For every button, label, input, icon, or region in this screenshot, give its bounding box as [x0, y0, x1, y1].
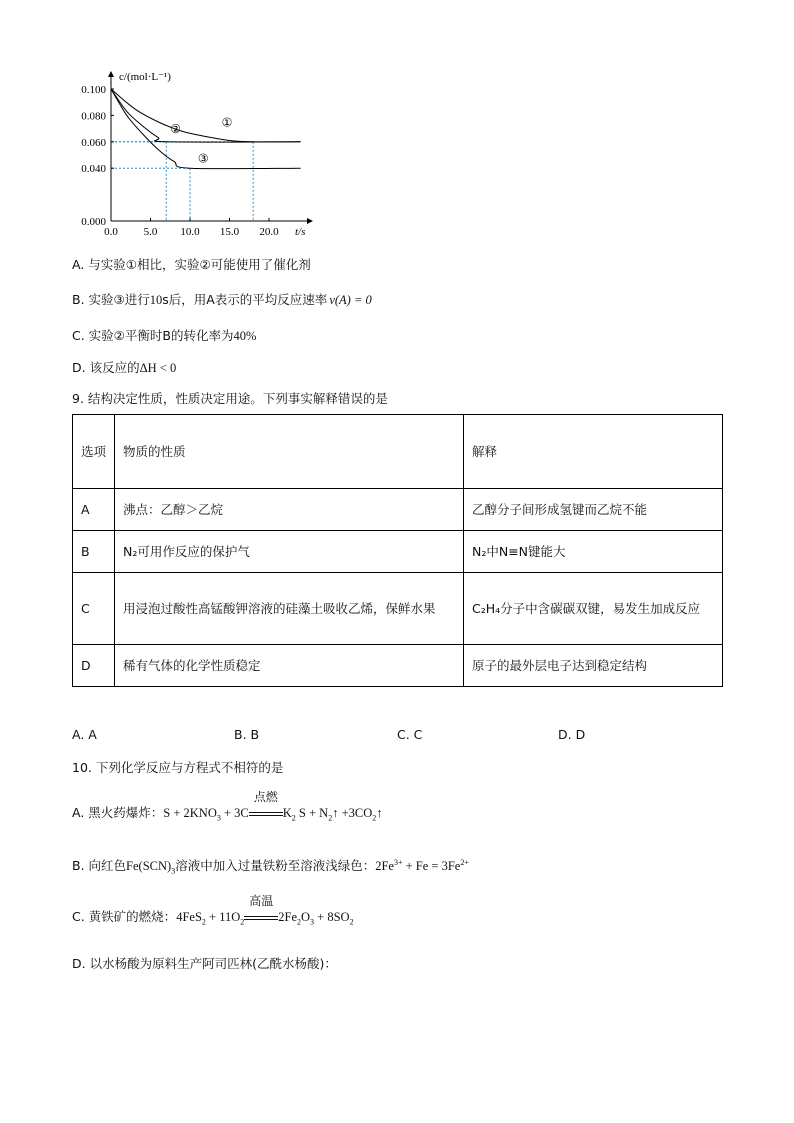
- q8-option-d-prefix: D. 该反应的: [72, 360, 140, 375]
- q9-answer-a[interactable]: A. A: [72, 727, 97, 742]
- q10-option-d-text: D. 以水杨酸为原料生产阿司匹林(乙酰水杨酸)：: [72, 956, 337, 971]
- row-property: 稀有气体的化学性质稳定: [115, 645, 464, 687]
- row-option: C: [73, 573, 115, 645]
- condition-text: 点燃: [253, 790, 278, 804]
- row-option: D: [73, 645, 115, 687]
- y-axis-label: c/(mol·L⁻¹): [119, 71, 171, 83]
- x-axis-label: t/s: [295, 226, 306, 238]
- q8-option-d-math: ΔH < 0: [139, 361, 177, 375]
- series-line-1: [111, 89, 301, 142]
- concentration-time-chart: [68, 68, 328, 238]
- header-explanation: 解释: [464, 415, 723, 489]
- row-explanation: 乙醇分子间形成氢键而乙烷不能: [464, 489, 723, 531]
- header-option: 选项: [73, 415, 115, 489]
- q10-option-c: [72, 894, 354, 927]
- y-tick-label: 0.040: [81, 163, 106, 176]
- q9-answer-b[interactable]: B. B: [234, 727, 260, 742]
- row-option: B: [73, 531, 115, 573]
- q10-option-a: [72, 790, 383, 823]
- q10-option-c-prefix: C. 黄铁矿的燃烧：: [72, 909, 177, 924]
- q8-option-b-middle: s后，用A表示的平均反应速率: [162, 292, 328, 307]
- x-axis-arrow: [307, 218, 313, 224]
- q9-title: [72, 390, 388, 408]
- y-tick-label: 0.100: [81, 84, 106, 96]
- table-header-row: [73, 415, 723, 489]
- q8-option-c: [72, 327, 256, 345]
- q9-answer-options: [72, 727, 722, 745]
- y-tick-label: 0.000: [81, 216, 106, 228]
- q8-option-c-value: 40%: [233, 329, 257, 343]
- row-option: A: [73, 489, 115, 531]
- row-property: 沸点：乙醇＞乙烷: [115, 489, 464, 531]
- x-tick-label: 10.0: [180, 226, 200, 238]
- q10-option-b-prefix: B. 向红色: [72, 858, 127, 873]
- q8-option-c-prefix: C. 实验②平衡时B的转化率为: [72, 328, 234, 343]
- x-tick-label: 15.0: [219, 226, 240, 238]
- q9-answer-d[interactable]: D. D: [558, 727, 586, 742]
- row-explanation: C₂H₄分子中含碳碳双键，易发生加成反应: [464, 573, 723, 645]
- y-axis-arrow: [108, 71, 114, 77]
- row-explanation: 原子的最外层电子达到稳定结构: [464, 645, 723, 687]
- reaction-condition: [244, 894, 278, 926]
- condition-text: 高温: [249, 894, 274, 908]
- series-label-3: ③: [197, 151, 209, 166]
- reaction-condition: [249, 790, 283, 822]
- header-property: 物质的性质: [115, 415, 464, 489]
- table-row: [73, 573, 723, 645]
- row-explanation: N₂中N≡N键能大: [464, 531, 723, 573]
- y-tick-label: 0.060: [81, 136, 106, 149]
- q9-title-text: 9. 结构决定性质，性质决定用途。下列事实解释错误的是: [72, 391, 388, 406]
- chart-guides: [111, 142, 253, 221]
- table-row: [73, 489, 723, 531]
- q10-option-d: [72, 955, 337, 973]
- q10-option-b: [72, 857, 469, 875]
- q10-option-b-equation: $2Fe^{3+} + Fe = 3Fe^{2+}$: [375, 857, 469, 873]
- q8-option-a: [72, 256, 311, 274]
- series-label-2: ②: [170, 122, 182, 137]
- q10-option-a-prefix: A. 黑火药爆炸：: [72, 805, 164, 820]
- x-tick-label: 0.0: [104, 226, 118, 238]
- q10-title-text: 10. 下列化学反应与方程式不相符的是: [72, 760, 284, 775]
- row-property: N₂可用作反应的保护气: [115, 531, 464, 573]
- q10-option-a-equation: $S + 2KNO_3 + 3C$ 点燃 $K_2$ $S + N_2↑$ $+3CO_2↑$: [163, 790, 383, 823]
- q8-option-d: [72, 359, 176, 377]
- q10-title: [72, 759, 283, 777]
- q9-answer-c[interactable]: C. C: [397, 727, 423, 742]
- q10-option-c-equation: $4FeS_2 + 11O_2$ 高温 $2Fe_2O_3 + 8SO_2$: [176, 894, 354, 927]
- chart-axes: [108, 71, 313, 224]
- q8-option-b-prefix: B. 实验③进行: [72, 292, 150, 307]
- chart-labels: [119, 71, 305, 238]
- x-tick-label: 20.0: [259, 226, 279, 238]
- y-tick-label: 0.080: [81, 110, 106, 123]
- q8-option-a-text: A. 与实验①相比，实验②可能使用了催化剂: [72, 257, 311, 272]
- series-label-1: ①: [221, 115, 233, 130]
- table-row: [73, 645, 723, 687]
- q9-table: [72, 414, 723, 687]
- q8-option-b-math: v(A) = 0: [329, 293, 372, 307]
- row-property: 用浸泡过酸性高锰酸钾溶液的硅藻土吸收乙烯，保鲜水果: [115, 573, 464, 645]
- q8-option-b: [72, 291, 372, 309]
- x-tick-label: 5.0: [143, 226, 158, 238]
- series-line-2: [111, 89, 301, 142]
- table-row: [73, 531, 723, 573]
- q10-option-b-middle: 溶液中加入过量铁粉至溶液浅绿色：: [175, 858, 376, 873]
- q8-option-b-time: 10: [149, 293, 163, 307]
- q10-option-b-reagent: $Fe(SCN)_3$: [126, 859, 176, 876]
